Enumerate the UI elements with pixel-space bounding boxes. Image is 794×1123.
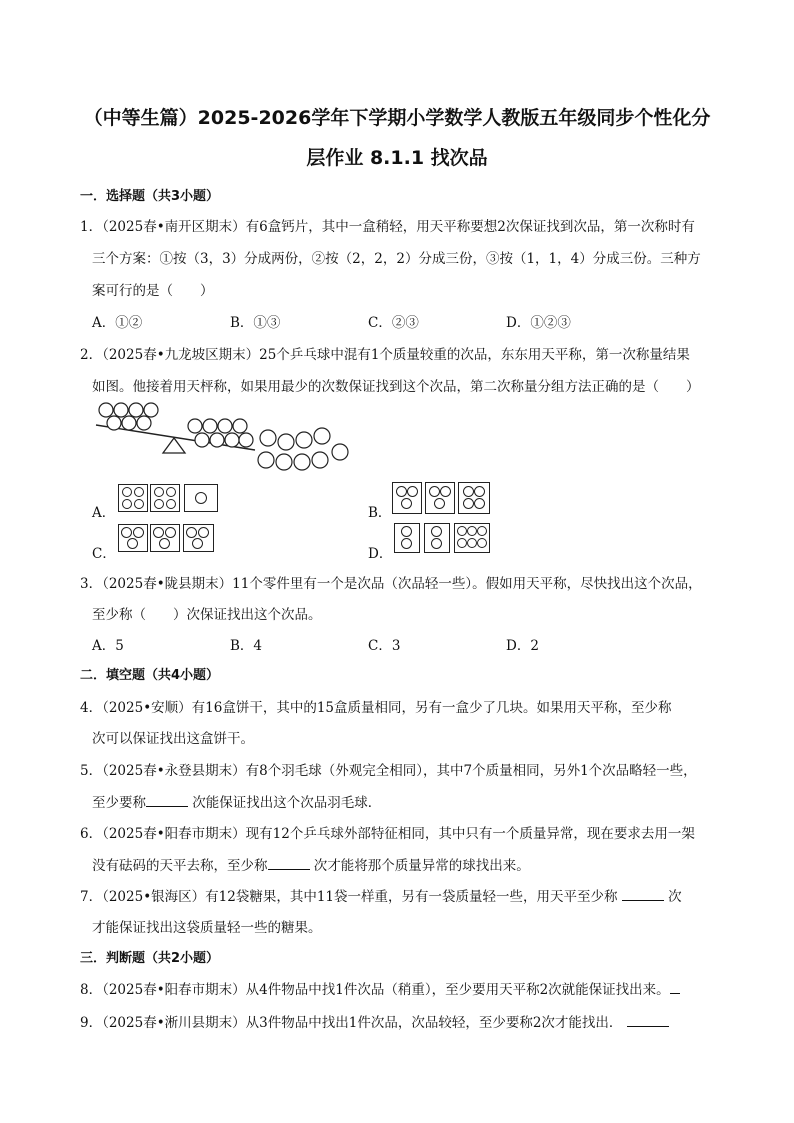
q6-line2: [92, 854, 530, 874]
page-title-line2: 层作业 8.1.1 找次品: [306, 147, 488, 169]
q8-text: 8．（2025春•阳春市期末）从4件物品中找1件次品（稍重），至少要用天平称2次就能保证找出来。: [80, 982, 670, 998]
section-judge-heading: 三．判断题（共2小题）: [80, 951, 220, 966]
q2-line2: 如图。他接着用天枰称，如果用最少的次数保证找到这个次品，第二次称量分组方法正确的是（ ）: [92, 379, 700, 395]
q5-line1: 5．（2025春•永登县期末）有8个羽毛球（外观完全相同），其中7个质量相同，另外1个次品略轻一些，: [80, 763, 697, 779]
q4-line2: 次可以保证找出这盒饼干。: [92, 731, 254, 747]
q2-option-d-label[interactable]: D．: [368, 546, 393, 562]
q9-text: 9．（2025春•淅川县期末）从3件物品中找出1件次品，次品较轻，至少要称2次才能找出．: [80, 1015, 623, 1031]
q3-option-a[interactable]: A．5: [92, 638, 124, 654]
q3-option-c[interactable]: C．3: [368, 638, 401, 654]
q2-option-d-figure[interactable]: [394, 523, 490, 553]
q2-option-b-label[interactable]: B．: [368, 505, 392, 521]
q1-option-b[interactable]: B．①③: [230, 315, 281, 331]
q3-option-b[interactable]: B．4: [230, 638, 263, 654]
q3-line2: 至少称（ ）次保证找出这个次品。: [92, 607, 322, 623]
q4-line1: 4．（2025•安顺）有16盒饼干，其中的15盒质量相同，另有一盒少了几块。如果用天平称，至少称: [80, 700, 672, 716]
q6-line2-text-b: 次才能将那个质量异常的球找出来。: [313, 858, 530, 874]
q5-line2: [92, 791, 381, 811]
q1-line2: 三个方案：①按（3，3）分成两份，②按（2，2，2）分成三份，③按（1，1，4）分成三份。三种方: [92, 251, 701, 267]
q9-line1: [80, 1011, 669, 1031]
q6-line1: 6．（2025春•阳春市期末）现有12个乒乓球外部特征相同，其中只有一个质量异常，现在要求去用一架: [80, 826, 695, 842]
q7-line1-text-a: 7．（2025•银海区）有12袋糖果，其中11袋一样重，另有一袋质量轻一些，用天平至少称: [80, 889, 618, 905]
q1-option-d[interactable]: D．①②③: [506, 315, 571, 331]
q1-option-a[interactable]: A．①②: [92, 315, 143, 331]
q3-line1: 3．（2025春•陇县期末）11个零件里有一个是次品（次品轻一些）。假如用天平称，尽快找出这个次品，: [80, 576, 702, 592]
q2-option-c-label[interactable]: C．: [92, 546, 116, 562]
q5-line2-text-a: 至少要称: [92, 795, 146, 811]
q9-answer-blank[interactable]: [627, 1014, 669, 1027]
q5-answer-blank[interactable]: [146, 794, 188, 807]
section-fill-heading: 二．填空题（共4小题）: [80, 668, 220, 683]
page-title: （中等生篇）2025-2026学年下学期小学数学人教版五年级同步个性化分: [83, 107, 711, 129]
section-choice-heading: 一．选择题（共3小题）: [80, 189, 220, 204]
q2-option-a-figure[interactable]: [118, 484, 218, 512]
q2-option-b-figure[interactable]: [392, 482, 490, 514]
q7-line1-text-b: 次: [668, 889, 682, 905]
q5-line2-text-b: 次能保证找出这个次品羽毛球．: [192, 795, 382, 811]
q6-line2-text-a: 没有砝码的天平去称，至少称: [92, 858, 268, 874]
q1-option-c[interactable]: C．②③: [368, 315, 419, 331]
q7-line1: [80, 885, 682, 905]
q2-option-c-figure[interactable]: [118, 524, 214, 552]
q1-line1: 1．（2025春•南开区期末）有6盒钙片，其中一盒稍轻，用天平称要想2次保证找到次品，第一次称时有: [80, 219, 695, 235]
q3-option-d[interactable]: D．2: [506, 638, 539, 654]
balance-figure: [90, 398, 360, 478]
q6-answer-blank[interactable]: [268, 857, 310, 870]
q8-answer-blank[interactable]: [670, 981, 680, 994]
q7-line2: 才能保证找出这袋质量轻一些的糖果。: [92, 920, 322, 936]
q8-line1: [80, 978, 680, 998]
q2-option-a-label[interactable]: A．: [92, 505, 116, 521]
q1-line3: 案可行的是（ ）: [92, 283, 214, 299]
q7-answer-blank[interactable]: [622, 888, 664, 901]
q2-line1: 2．（2025春•九龙坡区期末）25个乒乓球中混有1个质量较重的次品，东东用天平称，第一次称量结果: [80, 347, 690, 363]
